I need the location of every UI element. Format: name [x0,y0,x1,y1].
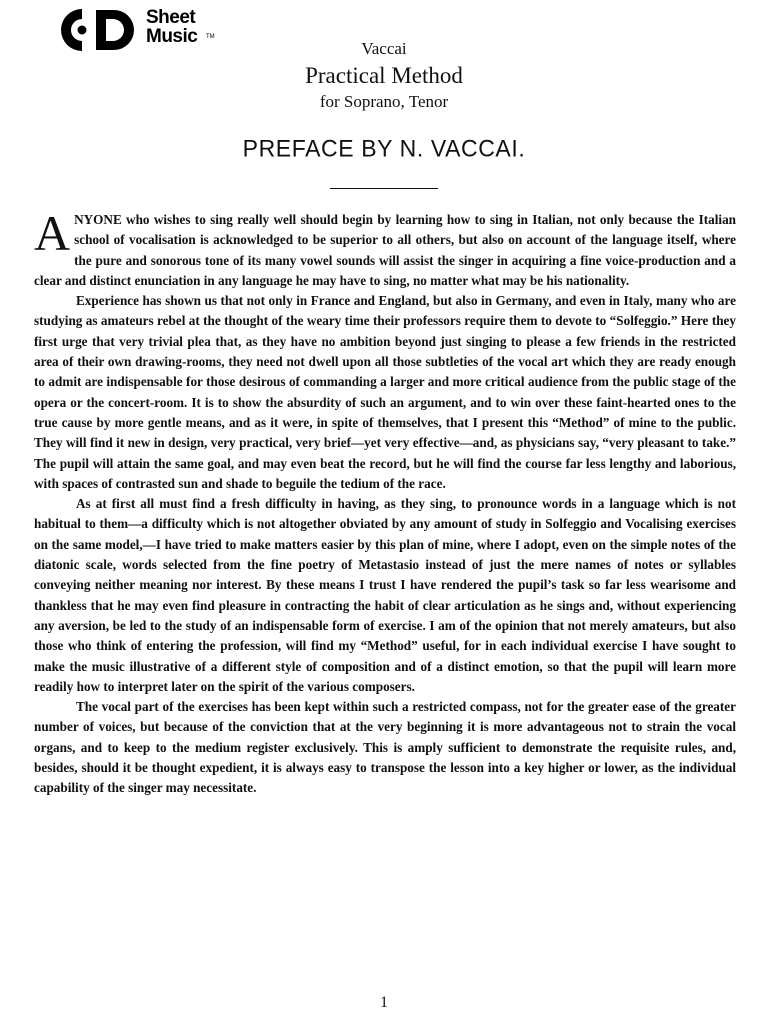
page-number: 1 [380,994,388,1011]
heading-divider [330,188,438,189]
paragraph-4: The vocal part of the exercises has been kept within such a restricted compass, not for the greater ease of the greater number of voices, but because of the conviction that at the very beginning it is more advantageous not to strain the vocal organs, and to keep to the medium register exclusively. This is amply sufficient to demonstrate the requisite rules, and, besides, should it be thought expedient, it is always easy to transpose the lesson into a key higher or lower, as the individual capability of the singer may necessitate. [34,699,736,796]
preface-body [34,205,736,799]
paragraph-1 [34,205,736,291]
logo-trademark: TM [206,34,215,40]
preface-heading: PREFACE BY N. VACCAI. [242,134,526,162]
drop-cap: A [34,205,71,261]
work-subtitle: for Soprano, Tenor [319,92,449,111]
composer-name: Vaccai [361,39,407,58]
logo-sheet-text: Sheet [146,7,196,28]
paragraph-3: As at first all must find a fresh difficulty in having, as they sing, to pronounce words in a language which is not habitual to them—a difficulty which is not altogether obviated by any amount of study in Solfeggio and Vocalising exercises on the same model,—I have tried to make matters easier by this plan of mine, where I adopt, even on the simple notes of the diatonic scale, words selected from the fine poetry of Metastasio instead of just the mere names of notes or syllables conveying neither meaning nor interest. By these means I trust I have rendered the pupil’s task so far less wearisome and thankless that he may even find pleasure in contracting the habit of clear articulation as he sings and, without experiencing any aversion, be led to the study of an indispensable form of exercise. I am of the opinion that not merely amateurs, but also those who think of entering the profession, will find my “Method” useful, for in each individual exercise I have sought to make the music illustrative of a different style of composition and of a distinct emotion, so that the pupil will learn more readily how to interpret later on the spirit of the various composers. [34,496,736,694]
work-title: Practical Method [305,63,463,88]
paragraph-2: Experience has shown us that not only in France and England, but also in Germany, and even in Italy, many who are studying as amateurs rebel at the thought of the weary time their professors require them to devote to “Solfeggio.” Here they first urge that very trivial plea that, as they have no ambition beyond just singing to please a few friends in the restricted area of their own drawing-rooms, they need not dwell upon all those subtleties of the vocal art which they are ready enough to admit are indispensable for those desirous of commanding a larger and more critical audience from the public stage of the opera or the concert-room. It is to show the absurdity of such an argument, and to win over these faint-hearted ones to the true cause by more gentle means, and as it were, in spite of themselves, that I present this “Method” of mine to the public. They will find it new in design, very practical, very brief—yet very effective—and, as physicians say, “very pleasant to take.” The pupil will attain the same goal, and may even beat the record, but he will find the course far less lengthy and laborious, with spaces of contrasted sun and shade to beguile the tedium of the race. [34,293,736,491]
logo-music-text: Music [146,26,198,47]
paragraph-1-text: NYONE who wishes to sing really well should begin by learning how to sing in Italian, not only because the Italian school of vocalisation is acknowledged to be superior to all others, but also on account of the language itself, where the pure and sonorous tone of its many vowel sounds will assist the singer in acquiring a fine voice-production and a clear and distinct enunciation in any language he may have to sing, no matter what may be his nationality. [34,212,736,288]
